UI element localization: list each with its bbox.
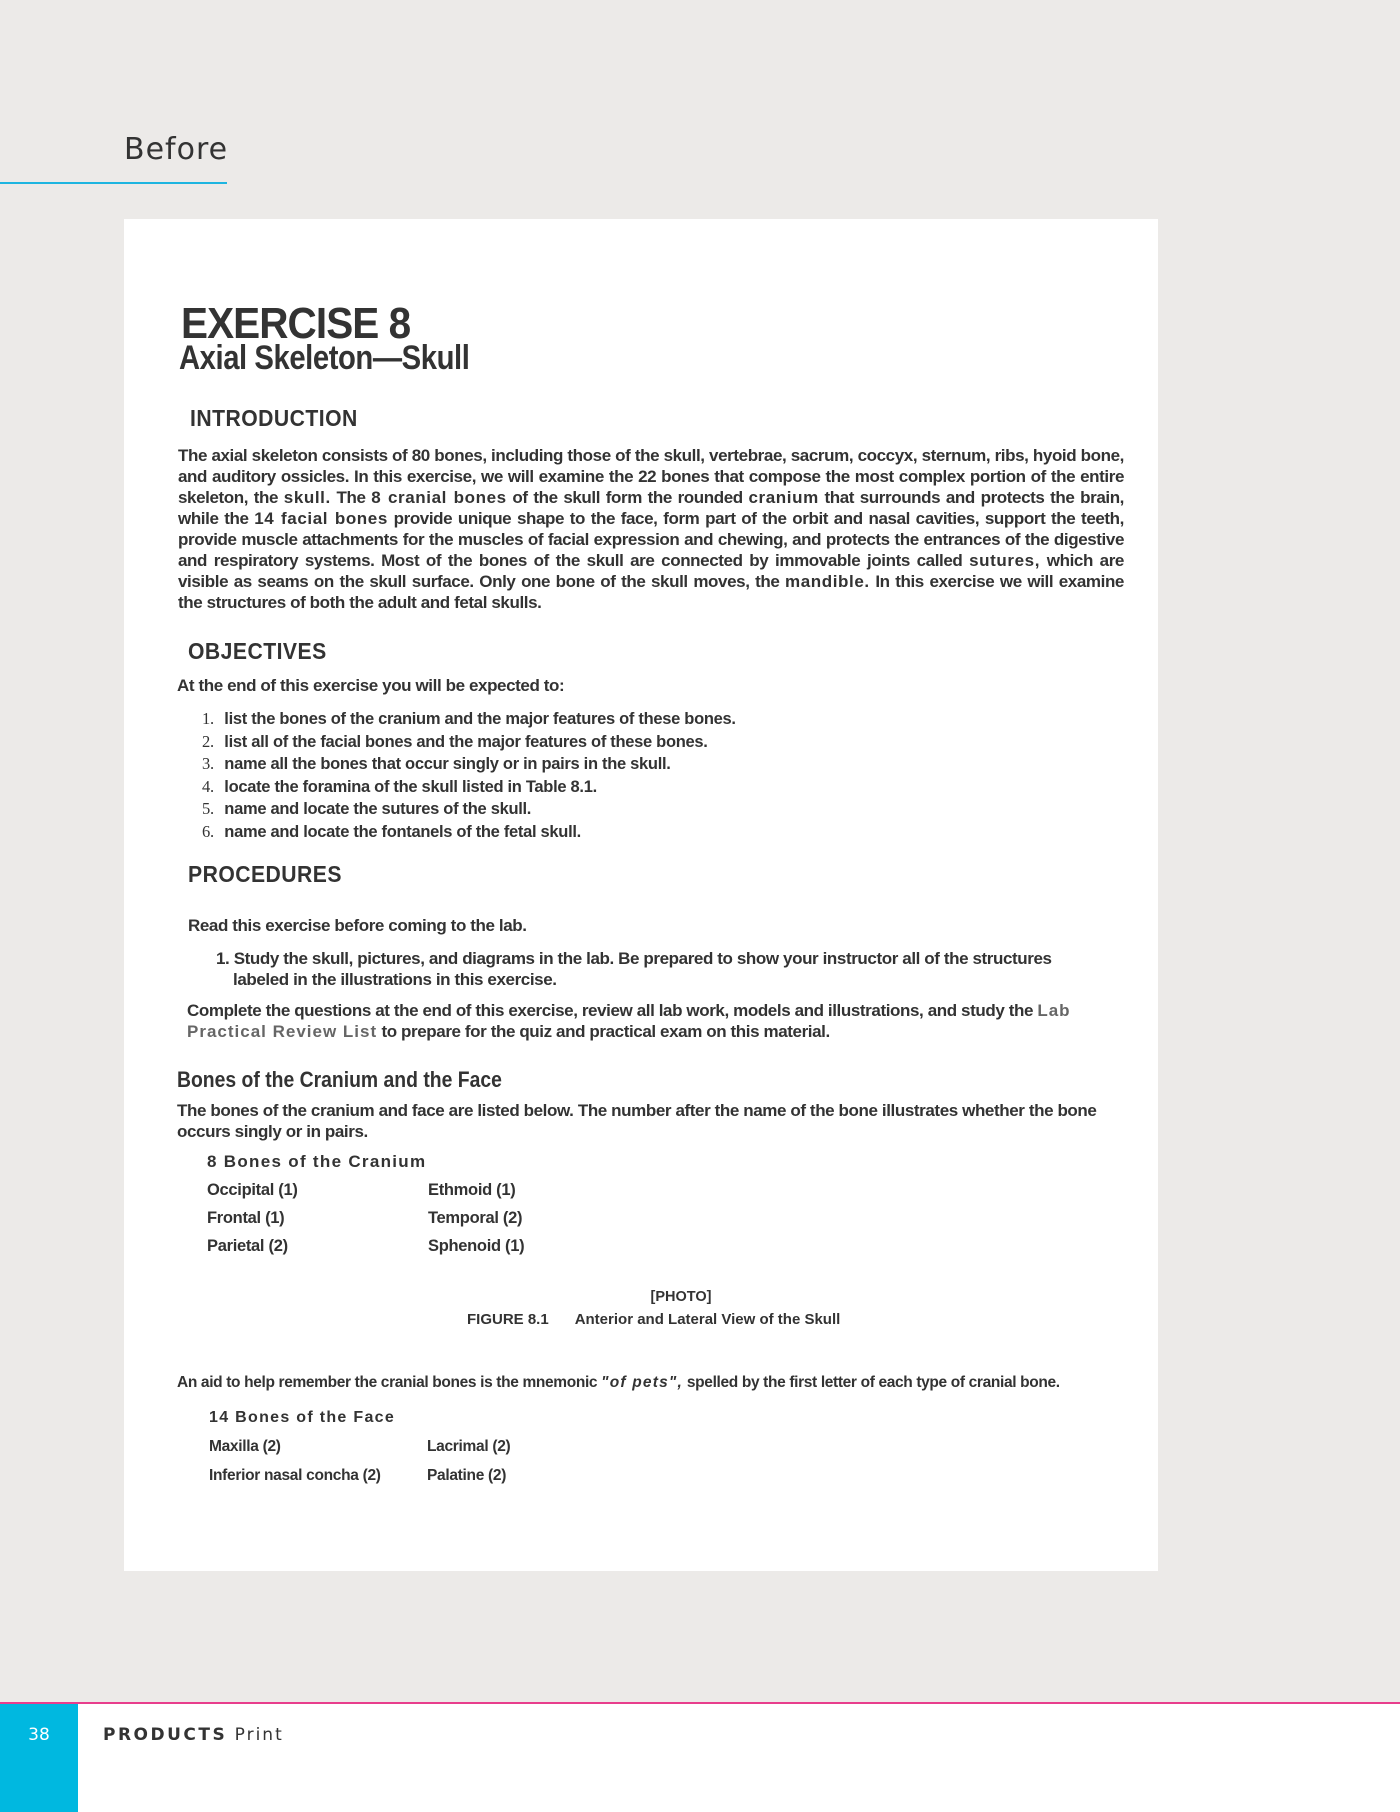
page-number-tab [0, 1704, 78, 1812]
page-number: 38 [28, 1725, 50, 1745]
step-number: 1. [216, 949, 230, 968]
item-number: 5. [202, 799, 214, 818]
text-run: The [330, 488, 372, 507]
figure-caption-text: Anterior and Lateral View of the Skull [574, 1311, 841, 1328]
bones-description: The bones of the cranium and face are listed below. The number after the name of the bone illustrates whether the bone occurs singly or in pairs. [177, 1101, 1097, 1141]
text-run: The axial skeleton consists of 80 bones, including those of the skull, vertebrae, sacrum, coccyx, sternum, ribs, hyoid bone, and auditory ossicles. In this exercise, we will examine the 22 bones that compose the most complex portion of the entire skeleton, the [178, 446, 1124, 507]
footer [0, 1704, 1400, 1812]
bone-name: Ethmoid (1) [428, 1181, 516, 1199]
bone-name: Parietal (2) [207, 1237, 288, 1255]
item-text: name and locate the sutures of the skull. [224, 800, 532, 818]
keyword-cranial-bones: 8 cranial bones [371, 488, 507, 507]
text-run: Complete the questions at the end of this exercise, review all lab work, models and illustrations, and study the [187, 1001, 1038, 1020]
figure-label: FIGURE 8.1 [467, 1311, 549, 1328]
list-item [202, 753, 736, 776]
bones-heading: Bones of the Cranium and the Face [177, 1067, 502, 1092]
list-item [202, 708, 736, 731]
footer-section: PRODUCTS [103, 1725, 228, 1745]
text-run: of the skull form the rounded [506, 488, 749, 507]
face-bones-heading: 14 Bones of the Face [209, 1409, 396, 1426]
list-item [202, 731, 736, 754]
keyword-cranium: cranium [748, 488, 819, 507]
bone-name: Temporal (2) [428, 1209, 523, 1227]
list-item [202, 776, 736, 799]
item-text: name and locate the fontanels of the fetal skull. [224, 822, 581, 841]
list-item [202, 821, 736, 844]
bone-name: Occipital (1) [207, 1181, 298, 1199]
step-text: labeled in the illustrations in this exercise. [233, 970, 557, 989]
item-number: 1. [202, 709, 214, 728]
lab-review-link[interactable]: Lab [1037, 1001, 1071, 1020]
lab-review-link[interactable]: Practical Review List [187, 1022, 378, 1041]
procedures-step [216, 948, 1096, 990]
mnemonic-text [177, 1374, 1060, 1392]
exercise-subtitle: Axial Skeleton—Skull [179, 339, 470, 377]
text-run: that surrounds and protects the brain, while the [178, 488, 1125, 528]
bone-name: Lacrimal (2) [427, 1438, 511, 1455]
figure-caption [467, 1311, 840, 1328]
keyword-facial-bones: 14 facial bones [254, 509, 388, 528]
bone-name: Frontal (1) [207, 1209, 285, 1227]
cranium-bones-heading: 8 Bones of the Cranium [207, 1152, 427, 1171]
text-run: In this exercise we will examine the structures of both the adult and fetal skulls. [178, 572, 1124, 612]
figure-photo-placeholder: [PHOTO] [650, 1289, 712, 1305]
footer-section-label [103, 1725, 284, 1745]
item-text: list the bones of the cranium and the major features of these bones. [224, 710, 736, 728]
objectives-list [202, 708, 736, 843]
introduction-paragraph [178, 445, 1124, 613]
mnemonic-keyword: "of pets", [601, 1374, 683, 1391]
bone-name: Sphenoid (1) [428, 1237, 525, 1255]
keyword-skull: skull. [283, 488, 331, 507]
document-preview [124, 219, 1158, 1571]
procedures-read: Read this exercise before coming to the lab. [188, 916, 527, 935]
bone-name: Palatine (2) [427, 1467, 507, 1484]
item-number: 6. [202, 821, 214, 841]
procedures-complete [187, 1000, 1127, 1042]
item-number: 2. [202, 731, 214, 751]
exercise-title: EXERCISE 8 [181, 299, 411, 348]
text-run: An aid to help remember the cranial bones is the mnemonic [177, 1374, 602, 1391]
text-run: to prepare for the quiz and practical exam on this material. [377, 1022, 830, 1041]
title-underline [0, 182, 227, 184]
footer-subsection: Print [234, 1725, 284, 1745]
objectives-heading: OBJECTIVES [188, 638, 327, 664]
item-number: 4. [202, 776, 214, 796]
item-text: name all the bones that occur singly or in pairs in the skull. [224, 755, 671, 773]
introduction-heading: INTRODUCTION [190, 405, 358, 431]
keyword-sutures: sutures, [969, 551, 1041, 570]
item-text: locate the foramina of the skull listed in Table 8.1. [224, 777, 597, 796]
bone-name: Maxilla (2) [209, 1438, 281, 1455]
keyword-mandible: mandible. [785, 572, 870, 591]
text-run: which are visible as seams on the skull surface. Only one bone of the skull moves, the [178, 551, 1124, 591]
bone-name: Inferior nasal concha (2) [209, 1467, 381, 1484]
footer-divider [0, 1702, 1400, 1704]
list-item [202, 798, 736, 821]
text-run: spelled by the first letter of each type of cranial bone. [682, 1374, 1060, 1391]
objectives-lead: At the end of this exercise you will be expected to: [177, 676, 565, 695]
item-number: 3. [202, 754, 214, 773]
text-run: provide unique shape to the face, form part of the orbit and nasal cavities, support the teeth, provide muscle attachments for the muscles of facial expression and chewing, and protects the entrances of the digestive and respiratory systems. Most of the bones of the skull are connected by immovable joints called [178, 509, 1124, 570]
page-title: Before [124, 132, 229, 167]
item-text: list all of the facial bones and the major features of these bones. [224, 732, 708, 751]
step-text: Study the skull, pictures, and diagrams in the lab. Be prepared to show your instructor all of the structures [233, 949, 1052, 968]
procedures-heading: PROCEDURES [188, 861, 342, 887]
